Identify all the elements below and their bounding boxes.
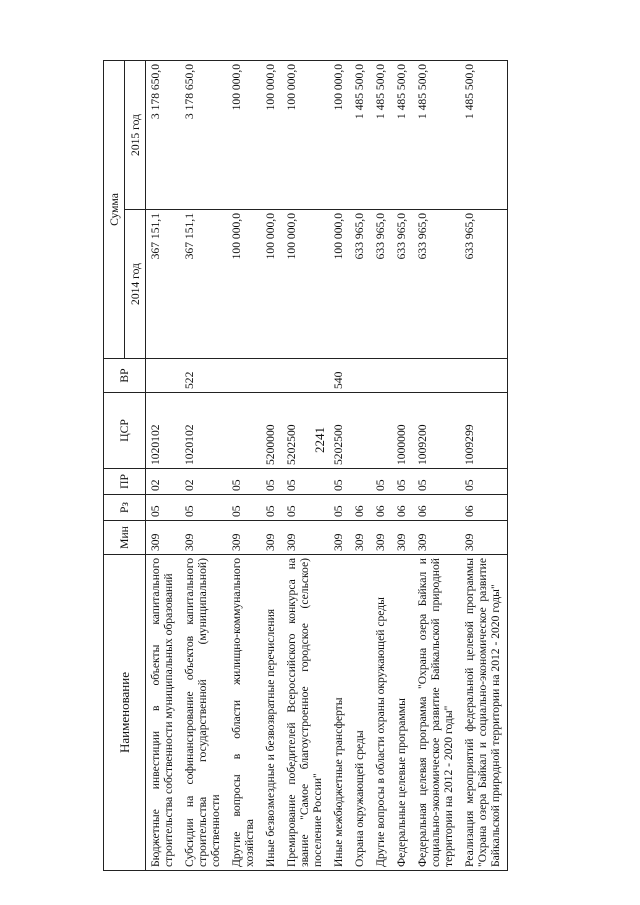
header-name: Наименование xyxy=(104,555,146,871)
row-min: 309 xyxy=(413,521,460,555)
row-csr: 1009200 xyxy=(413,393,460,469)
row-rz: 05 xyxy=(146,495,181,521)
row-csr: 1020102 xyxy=(180,393,227,469)
row-pr: 05 xyxy=(261,469,282,495)
row-amount-2014: 367 151,1 xyxy=(180,210,227,359)
table-row xyxy=(227,60,261,870)
row-rz: 05 xyxy=(227,495,261,521)
table-row xyxy=(329,60,350,870)
row-min: 309 xyxy=(329,521,350,555)
table-row xyxy=(413,60,460,870)
row-vr xyxy=(227,359,261,393)
row-amount-2015: 100 000,0 xyxy=(261,60,282,209)
row-vr xyxy=(350,359,371,393)
table-row xyxy=(460,60,508,870)
row-amount-2014: 633 965,0 xyxy=(392,210,413,359)
row-csr xyxy=(227,393,261,469)
row-name: Федеральные целевые программы xyxy=(392,555,413,871)
table-row xyxy=(392,60,413,870)
row-min: 309 xyxy=(392,521,413,555)
row-min: 309 xyxy=(261,521,282,555)
row-csr: 1009299 xyxy=(460,393,508,469)
row-name: Другие вопросы в области охраны окружающей среды xyxy=(371,555,392,871)
row-csr xyxy=(371,393,392,469)
header-rz: Рз xyxy=(104,495,146,521)
row-amount-2015: 1 485 500,0 xyxy=(392,60,413,209)
header-pr: ПР xyxy=(104,469,146,495)
row-csr: 5202500 xyxy=(282,393,329,469)
row-rz: 06 xyxy=(392,495,413,521)
row-pr: 05 xyxy=(227,469,261,495)
row-amount-2014: 100 000,0 xyxy=(282,210,329,359)
rotated-page xyxy=(103,61,555,871)
table-row xyxy=(261,60,282,870)
header-sum: Сумма xyxy=(104,60,125,358)
row-vr xyxy=(392,359,413,393)
table-body xyxy=(146,60,508,870)
row-amount-2015: 100 000,0 xyxy=(282,60,329,209)
row-min: 309 xyxy=(350,521,371,555)
row-amount-2014: 367 151,1 xyxy=(146,210,181,359)
row-amount-2014: 633 965,0 xyxy=(350,210,371,359)
header-2015: 2015 год xyxy=(125,60,146,209)
row-pr: 05 xyxy=(329,469,350,495)
row-name: Премирование победителей Всероссийского конкурса на звание "Самое благоустроенное городское (сельское) поселение России" xyxy=(282,555,329,871)
row-rz: 05 xyxy=(329,495,350,521)
row-amount-2015: 3 178 650,0 xyxy=(180,60,227,209)
row-amount-2014: 100 000,0 xyxy=(329,210,350,359)
table-row xyxy=(350,60,371,870)
row-amount-2014: 633 965,0 xyxy=(460,210,508,359)
row-min: 309 xyxy=(146,521,181,555)
page-number: 2241 xyxy=(312,427,327,453)
row-amount-2015: 1 485 500,0 xyxy=(413,60,460,209)
table-row xyxy=(371,60,392,870)
row-vr: 540 xyxy=(329,359,350,393)
row-name: Бюджетные инвестиции в объекты капитального строительства собственности муниципальных образований xyxy=(146,555,181,871)
row-amount-2014: 633 965,0 xyxy=(371,210,392,359)
row-amount-2015: 100 000,0 xyxy=(227,60,261,209)
row-min: 309 xyxy=(180,521,227,555)
row-csr: 1020102 xyxy=(146,393,181,469)
row-rz: 06 xyxy=(371,495,392,521)
row-pr: 05 xyxy=(413,469,460,495)
row-pr: 02 xyxy=(146,469,181,495)
row-amount-2015: 1 485 500,0 xyxy=(460,60,508,209)
row-name: Другие вопросы в области жилищно-коммунального хозяйства xyxy=(227,555,261,871)
row-csr xyxy=(350,393,371,469)
row-pr: 05 xyxy=(282,469,329,495)
table-row xyxy=(282,60,329,870)
row-name: Субсидии на софинансирование объектов капитального строительства государственной (муниципальной) собственности xyxy=(180,555,227,871)
row-vr xyxy=(146,359,181,393)
row-amount-2014: 633 965,0 xyxy=(413,210,460,359)
row-amount-2014: 100 000,0 xyxy=(227,210,261,359)
row-pr: 05 xyxy=(392,469,413,495)
row-rz: 06 xyxy=(413,495,460,521)
row-vr xyxy=(460,359,508,393)
row-vr xyxy=(282,359,329,393)
row-name: Федеральная целевая программа "Охрана озера Байкал и социально-экономическое развитие Байкальской природной территории на 2012 - 2020 годы" xyxy=(413,555,460,871)
row-vr xyxy=(261,359,282,393)
row-vr xyxy=(371,359,392,393)
row-pr: 05 xyxy=(371,469,392,495)
row-amount-2015: 1 485 500,0 xyxy=(371,60,392,209)
row-name: Реализация мероприятий федеральной целевой программы "Охрана озера Байкал и социально-экономическое развитие Байкальской природной территории на 2012 - 2020 годы" xyxy=(460,555,508,871)
row-amount-2015: 100 000,0 xyxy=(329,60,350,209)
row-rz: 05 xyxy=(261,495,282,521)
row-csr: 5202500 xyxy=(329,393,350,469)
header-min: Мин xyxy=(104,521,146,555)
row-rz: 06 xyxy=(350,495,371,521)
row-pr: 02 xyxy=(180,469,227,495)
row-rz: 06 xyxy=(460,495,508,521)
row-rz: 05 xyxy=(282,495,329,521)
row-pr: 05 xyxy=(460,469,508,495)
table-row xyxy=(180,60,227,870)
row-name: Иные межбюджетные трансферты xyxy=(329,555,350,871)
header-vr: ВР xyxy=(104,359,146,393)
row-name: Охрана окружающей среды xyxy=(350,555,371,871)
budget-table xyxy=(103,60,508,871)
row-min: 309 xyxy=(282,521,329,555)
row-min: 309 xyxy=(227,521,261,555)
row-csr: 5200000 xyxy=(261,393,282,469)
row-csr: 1000000 xyxy=(392,393,413,469)
row-vr xyxy=(413,359,460,393)
row-amount-2015: 1 485 500,0 xyxy=(350,60,371,209)
row-rz: 05 xyxy=(180,495,227,521)
row-amount-2015: 3 178 650,0 xyxy=(146,60,181,209)
header-csr: ЦСР xyxy=(104,393,146,469)
table-header xyxy=(104,60,146,870)
row-pr xyxy=(350,469,371,495)
header-2014: 2014 год xyxy=(125,210,146,359)
table-row xyxy=(146,60,181,870)
row-min: 309 xyxy=(371,521,392,555)
row-vr: 522 xyxy=(180,359,227,393)
row-min: 309 xyxy=(460,521,508,555)
row-amount-2014: 100 000,0 xyxy=(261,210,282,359)
row-name: Иные безвозмездные и безвозвратные перечисления xyxy=(261,555,282,871)
